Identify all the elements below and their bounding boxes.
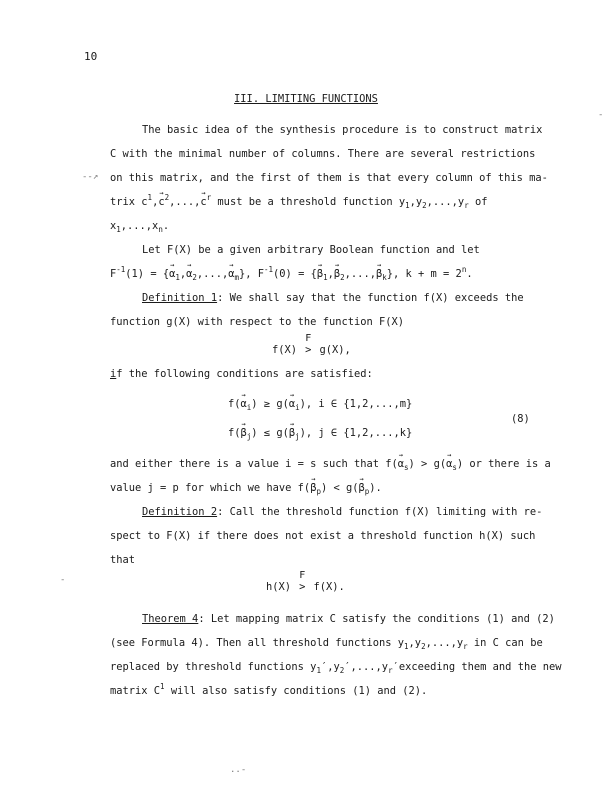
- paragraph-line: (see Formula 4). Then all threshold functions $y_1,y_2,...,y_r$ in C can be: [110, 637, 543, 651]
- paragraph-line: if the following conditions are satisfied:: [110, 368, 373, 380]
- page-number: 10: [84, 50, 98, 63]
- margin-mark: ..-: [230, 765, 247, 775]
- margin-mark: -: [60, 575, 66, 585]
- condition-beta: $f(\to \beta_j) \le g(\to \beta_j)$, j ∈ {1,2,...,k}: [228, 427, 412, 439]
- equation-exceeds: f(X) F > g(X),: [272, 333, 351, 356]
- margin-mark: -: [598, 110, 604, 120]
- theorem-label: Theorem 4: [142, 613, 199, 625]
- paragraph-line: $x_1,...,x_n$.: [110, 220, 170, 234]
- equation-limiting: h(X) F > f(X).: [266, 570, 345, 593]
- paragraph-line: that: [110, 554, 136, 566]
- paragraph-line: replaced by threshold functions $y_1',y_2',...,y_r'exceeding$ them and the new: [110, 661, 562, 675]
- condition-alpha: $f(\to \alpha_i) \ge g(\to \alpha_i)$, i ∈ {1,2,...,m}: [228, 398, 412, 410]
- paragraph-line: function g(X) with respect to the function F(X): [110, 316, 405, 328]
- paragraph-line: spect to F(X) if there does not exist a threshold function h(X) such: [110, 530, 536, 542]
- equation-number: (8): [511, 413, 530, 425]
- definition-label: Definition 2: [142, 506, 218, 518]
- theorem-line: Theorem 4: Let mapping matrix C satisfy the conditions (1) and (2): [142, 613, 555, 625]
- paragraph-line: The basic idea of the synthesis procedure is to construct matrix: [142, 124, 543, 136]
- formula-line: $F^{-1}(1)$ = {→ $\alpha_1,\to \alpha_2,...,\to \alpha_m$}, $F^{-1}(0)$ = {→ $\beta_1,\to \beta_2,...,\to \beta_k$}, $k + m = 2^n$.: [110, 268, 473, 280]
- paragraph-line: and either there is a value i = s such that $f(\to \alpha_s) > g(\to \alpha_s)$ or there is a: [110, 458, 551, 470]
- definition-line: Definition 1: We shall say that the function f(X) exceeds the: [142, 292, 524, 304]
- margin-mark: --↗: [82, 172, 99, 182]
- paragraph-line: C with the minimal number of columns. There are several restrictions: [110, 148, 536, 160]
- definition-label: Definition 1: [142, 292, 218, 304]
- paragraph-line: value j = p for which we have $f(\to \beta_p) < g(\to \beta_p)$.: [110, 482, 382, 494]
- definition-line: Definition 2: Call the threshold function f(X) limiting with re-: [142, 506, 543, 518]
- paragraph-line: on this matrix, and the first of them is that every column of this ma-: [110, 172, 548, 184]
- paragraph-line: Let F(X) be a given arbitrary Boolean function and let: [142, 244, 480, 256]
- paragraph-line: matrix $C^1$ will also satisfy conditions (1) and (2).: [110, 682, 428, 697]
- section-title: III. LIMITING FUNCTIONS: [234, 93, 378, 105]
- paragraph-line: trix $c^1,\to c^2,...,\to c^r$ must be a threshold function $y_1,y_2,...,y_r$ of: [110, 196, 488, 208]
